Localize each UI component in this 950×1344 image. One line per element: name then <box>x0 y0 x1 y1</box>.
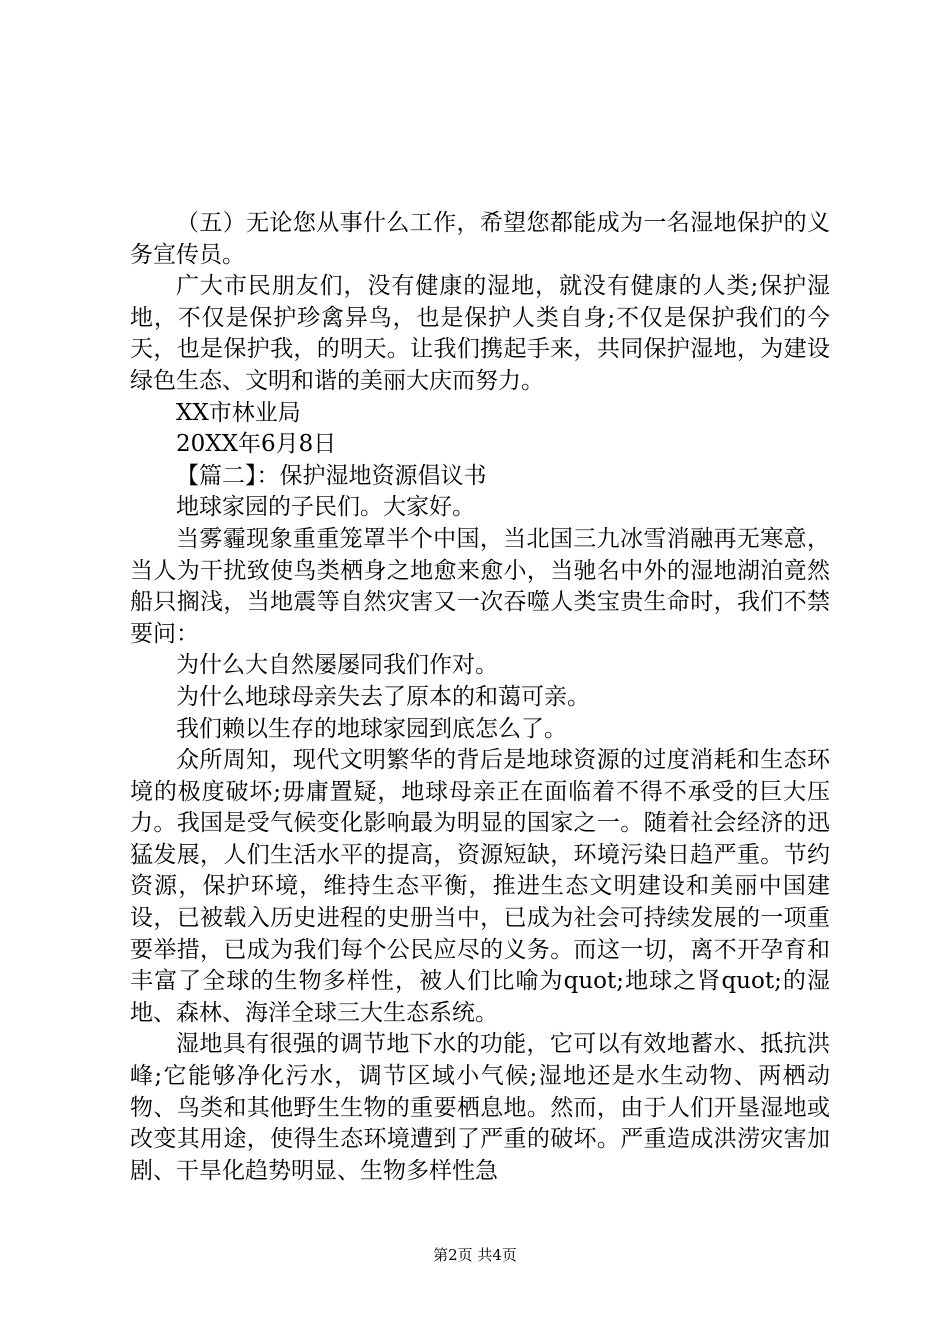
paragraph-background: 众所周知，现代文明繁华的背后是地球资源的过度消耗和生态环境的极度破坏;毋庸置疑，地球母亲正在面临着不得不承受的巨大压力。我国是受气候变化影响最为明显的国家之一。随着社会经济的迅猛发展，人们生活水平的提高，资源短缺，环境污染日趋严重。节约资源，保护环境，维持生态平衡，推进生态文明建设和美丽中国建设，已被载入历史进程的史册当中，已成为社会可持续发展的一项重要举措，已成为我们每个公民应尽的义务。而这一切，离不开孕育和丰富了全球的生物多样性，被人们比喻为quot;地球之肾quot;的湿地、森林、海洋全球三大生态系统。 <box>130 747 830 1026</box>
paragraph-wetland-function: 湿地具有很强的调节地下水的功能，它可以有效地蓄水、抵抗洪峰;它能够净化污水，调节区域小气候;湿地还是水生动物、两栖动物、鸟类和其他野生生物的重要栖息地。然而，由于人们开垦湿地或改变其用途，使得生态环境遭到了严重的破坏。严重造成洪涝灾害加剧、干旱化趋势明显、生物多样性急 <box>130 1031 830 1184</box>
page-number-footer: 第2页 共4页 <box>433 1246 517 1264</box>
document-body <box>130 208 830 1187</box>
question-3: 我们赖以生存的地球家园到底怎么了。 <box>176 715 567 742</box>
question-1: 为什么大自然屡屡同我们作对。 <box>176 652 498 679</box>
signature-date: 20XX年6月8日 <box>176 431 337 458</box>
signature-org: XX市林业局 <box>176 399 301 426</box>
paragraph-appeal: 广大市民朋友们，没有健康的湿地，就没有健康的人类;保护湿地，不仅是保护珍禽异鸟，也是保护人类自身;不仅是保护我们的今天，也是保护我，的明天。让我们携起手来，共同保护湿地，为建设绿色生态、文明和谐的美丽大庆而努力。 <box>130 273 830 394</box>
paragraph-question-intro: 当雾霾现象重重笼罩半个中国，当北国三九冰雪消融再无寒意，当人为干扰致使鸟类栖身之地愈来愈小，当驰名中外的湿地湖泊竟然船只搁浅，当地震等自然灾害又一次吞噬人类宝贵生命时，我们不禁要问： <box>130 525 830 647</box>
greeting: 地球家园的子民们。大家好。 <box>176 494 475 521</box>
section-heading: 【篇二】：保护湿地资源倡议书 <box>176 462 487 489</box>
question-2: 为什么地球母亲失去了原本的和蔼可亲。 <box>176 683 590 710</box>
paragraph-item-5: （五）无论您从事什么工作，希望您都能成为一名湿地保护的义务宣传员。 <box>130 210 830 268</box>
